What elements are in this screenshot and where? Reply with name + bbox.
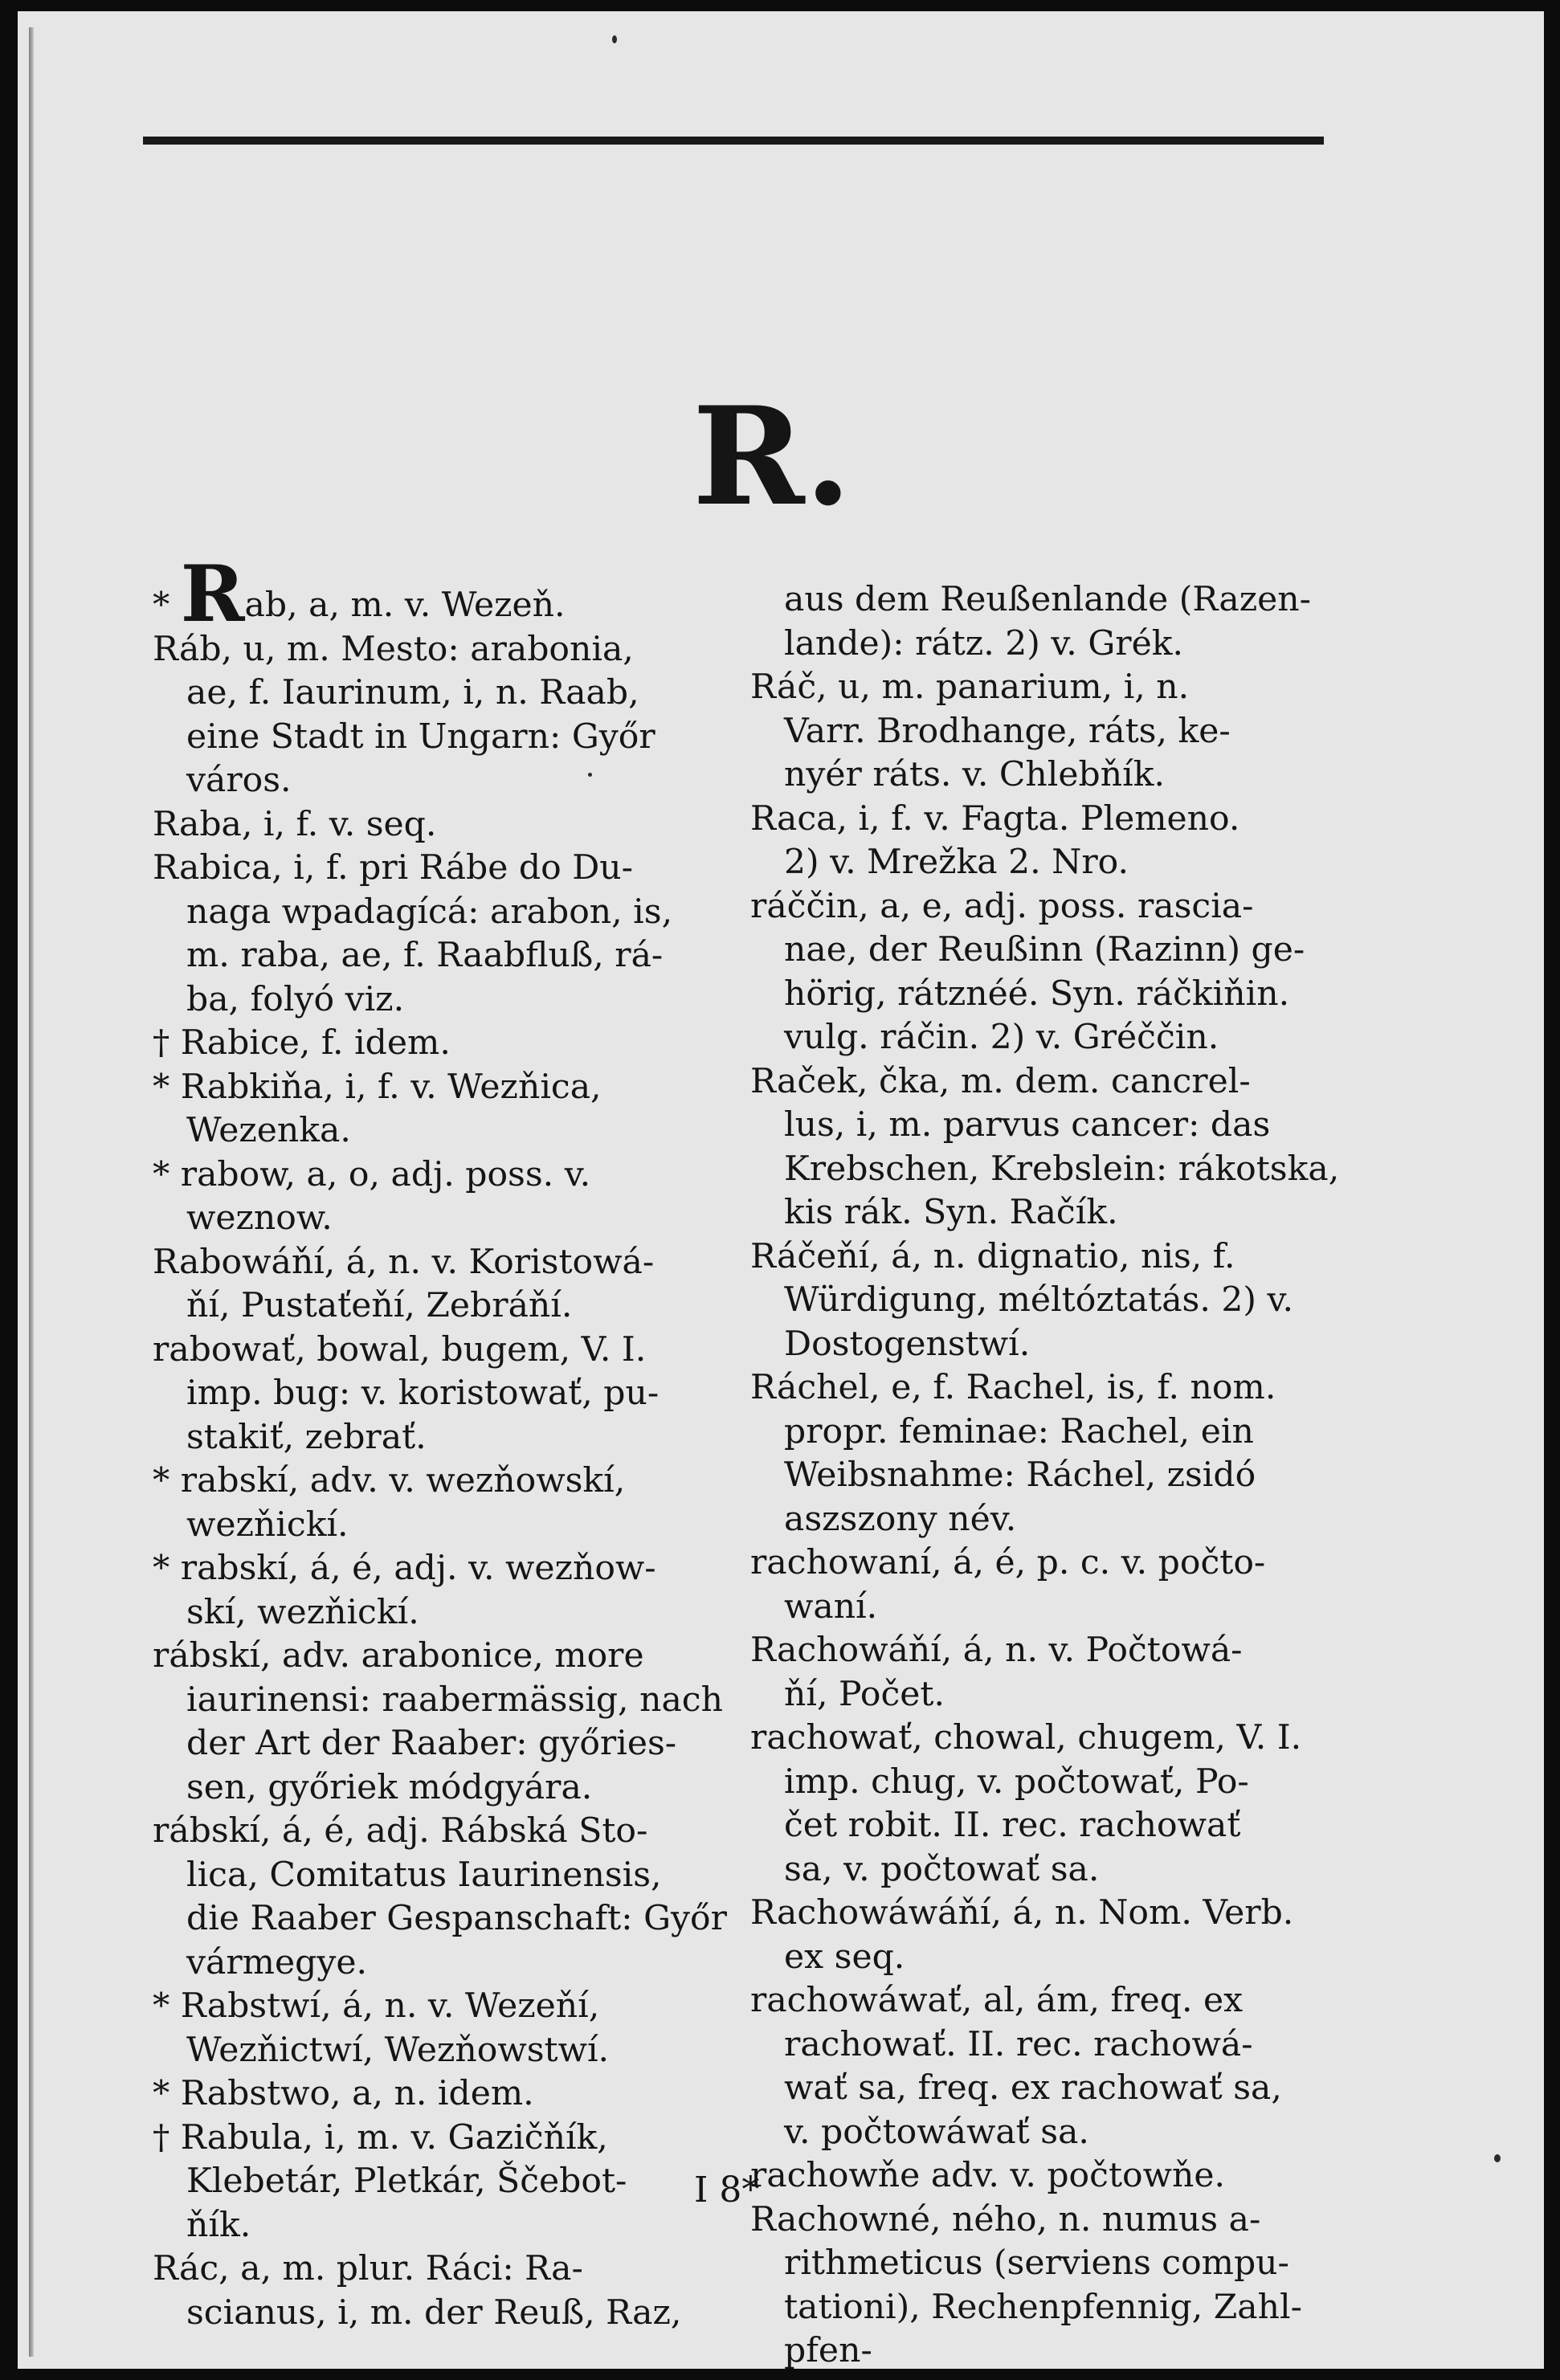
entry-line: wezňickí. [186,1504,349,1545]
entry-line: Wezenka. [186,1111,351,1150]
entry-line: čet robit. II. rec. rachowať [784,1806,1241,1845]
section-letter-heading: R. [692,377,852,536]
page-spine-shadow [29,27,34,2357]
entry-line: imp. chug, v. počtowať, Po- [784,1762,1249,1802]
entry-line: eine Stadt in Ungarn: Győr [186,716,655,757]
entry-line: die Raaber Gespanschaft: Győr [186,1899,727,1938]
entry-line: város. [186,761,292,800]
entry-line: Raček, čka, m. dem. cancrel- [750,1061,1251,1101]
entry-line: * rabskí, adv. v. wezňowskí, [153,1461,626,1500]
entry-line [153,549,747,639]
entry-line: aszszony név. [784,1499,1017,1539]
header-rule [143,137,1324,145]
entry-line: Ráčeňí, á, n. dignatio, nis, f. [750,1236,1235,1276]
entry-line: Wezňictwí, Wezňowstwí. [186,2030,610,2070]
folio-signature: I 8* [694,2170,760,2211]
entry-line: hörig, rátznéé. Syn. ráčkiňin. [784,974,1290,1014]
entry-line: ba, folyó viz. [186,979,405,1019]
entry-line: nae, der Reußinn (Razinn) ge- [784,930,1305,970]
entry-line: ráččin, a, e, adj. poss. rascia- [750,886,1254,926]
entry-line: sa, v. počtowať sa. [784,1849,1100,1889]
entry-line: kis rák. Syn. Račík. [784,1193,1118,1232]
entry-line: rábskí, á, é, adj. Rábská Sto- [153,1811,648,1851]
entry-line: der Art der Raaber: győries- [186,1724,677,1763]
entry-line: ae, f. Iaurinum, i, n. Raab, [186,673,639,712]
entry-line: vulg. ráčin. 2) v. Gréččin. [784,1018,1219,1057]
entry-line: nyér ráts. v. Chlebňík. [784,755,1165,794]
entry-line: Rabica, i, f. pri Rábe do Du- [153,848,634,888]
entry-line: * Rabstwo, a, n. idem. [153,2074,534,2113]
entry-line: Dostogenstwí. [784,1324,1031,1364]
entry-line: Würdigung, méltóztatás. 2) v. [784,1280,1293,1320]
entry-line: Ráč, u, m. panarium, i, n. [750,667,1190,707]
entry-line: rachowaní, á, é, p. c. v. počto- [750,1543,1266,1582]
entry-line: lus, i, m. parvus cancer: das [784,1105,1271,1145]
entry-line-rest: ab, a, m. v. Wezeň. [244,586,566,625]
entry-line: propr. feminae: Rachel, ein [784,1411,1254,1451]
entry-line: ňí, Počet. [784,1674,945,1714]
entry-line: vármegye. [186,1942,367,1982]
entry-line: Rabowáňí, á, n. v. Koristowá- [153,1242,655,1282]
entry-line: Rachowné, ného, n. numus a- [750,2199,1261,2239]
entry-line: wať sa, freq. ex rachowať sa, [784,2068,1282,2108]
entry-line: Ráb, u, m. Mesto: arabonia, [153,629,634,669]
entry-line: rachowať. II. rec. rachowá- [784,2024,1253,2064]
entry-line: lica, Comitatus Iaurinensis, [186,1855,662,1895]
entry-line: v. počtowáwať sa. [784,2112,1089,2152]
entry-line: rabowať, bowal, bugem, V. I. [153,1329,647,1370]
entry-line: sen, győriek módgyára. [186,1767,593,1807]
entry-line: rithmeticus (serviens compu- [784,2243,1289,2283]
entry-line: † Rabula, i, m. v. Gazičňík, [153,2117,608,2158]
entry-line: Rachowáwáňí, á, n. Nom. Verb. [750,1893,1294,1933]
entry-line: skí, wezňickí. [186,1592,419,1632]
entry-line: ňí, Pustaťeňí, Zebráňí. [186,1286,573,1325]
entry-line-prefix: * [153,586,181,625]
entry-line: Weibsnahme: Ráchel, zsidó [784,1455,1256,1495]
left-column [153,549,747,2335]
entry-line: naga wpadagícá: arabon, is, [186,892,673,932]
entry-line: aus dem Reußenlande (Razen- [784,580,1311,619]
entry-line: Rác, a, m. plur. Ráci: Ra- [153,2249,583,2288]
entry-line: pfen- [784,2331,872,2369]
entry-line: tationi), Rechenpfennig, Zahl- [784,2287,1302,2327]
entry-line: * rabow, a, o, adj. poss. v. [153,1154,591,1194]
entry-line: imp. bug: v. koristowať, pu- [186,1374,660,1413]
entry-line: rachowáwať, al, ám, freq. ex [750,1981,1244,2020]
print-speck [1494,2154,1501,2162]
entry-line: rachowať, chowal, chugem, V. I. [750,1718,1302,1757]
entry-line: ex seq. [784,1937,905,1977]
entry-line: Rachowáňí, á, n. v. Počtowá- [750,1631,1243,1670]
entry-line: rachowňe adv. v. počtowňe. [750,2156,1226,2195]
entry-line: Klebetár, Pletkár, Ščebot- [186,2162,627,2201]
entry-line: ňík. [186,2205,251,2245]
entry-line: Raca, i, f. v. Fagta. Plemeno. [750,798,1240,839]
right-column [750,578,1361,2369]
entry-line: Raba, i, f. v. seq. [153,804,437,844]
initial-capital: R [180,549,245,639]
entry-line: 2) v. Mrežka 2. Nro. [784,843,1129,882]
entry-line: weznow. [186,1198,333,1238]
entry-line: * Rabkiňa, i, f. v. Wezňica, [153,1067,602,1107]
entry-line: † Rabice, f. idem. [153,1023,451,1063]
entry-line: Krebschen, Krebslein: rákotska, [784,1149,1340,1189]
entry-line: rábskí, adv. arabonice, more [153,1636,644,1676]
book-page [18,11,1544,2369]
entry-line: * Rabstwí, á, n. v. Wezeňí, [153,1986,600,2026]
entry-line: Ráchel, e, f. Rachel, is, f. nom. [750,1368,1276,1407]
entry-line: * rabskí, á, é, adj. v. wezňow- [153,1549,656,1588]
print-speck [612,35,617,43]
entry-line: waní. [784,1586,878,1627]
entry-line: stakiť, zebrať. [186,1417,427,1457]
entry-line: iaurinensi: raabermässig, nach [186,1680,723,1720]
entry-line: lande): rátz. 2) v. Grék. [784,623,1184,663]
entry-line: scianus, i, m. der Reuß, Raz, [186,2292,682,2333]
entry-line: m. raba, ae, f. Raabfluß, rá- [186,936,664,975]
entry-line: Varr. Brodhange, ráts, ke- [784,711,1231,751]
print-speck [588,773,592,777]
